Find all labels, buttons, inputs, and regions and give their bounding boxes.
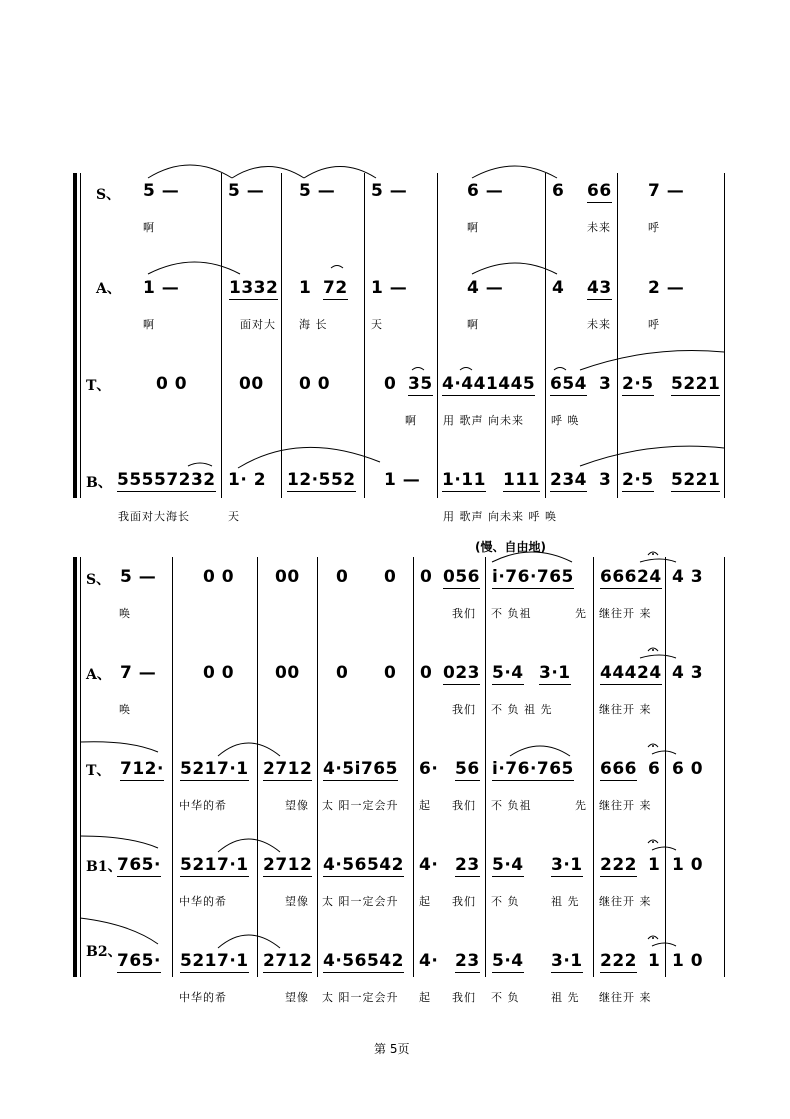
barline bbox=[485, 557, 486, 977]
note-group: 0 bbox=[384, 663, 397, 683]
note-group: 4 3 bbox=[672, 663, 704, 683]
note-group: 12·552 bbox=[287, 470, 356, 490]
part-label-soprano: S、 bbox=[86, 572, 111, 588]
fermata-dot bbox=[652, 841, 654, 843]
tie bbox=[640, 559, 676, 562]
note-group: 765· bbox=[117, 855, 161, 875]
fermata-dot bbox=[652, 937, 654, 939]
note-group: 55557232 bbox=[117, 470, 216, 490]
note-group: 3·1 bbox=[551, 951, 583, 971]
note-group: 6 — bbox=[467, 181, 504, 201]
note-group: 023 bbox=[443, 663, 480, 683]
lyric: 不 负祖 bbox=[491, 799, 532, 812]
lyric: 呼 bbox=[648, 318, 660, 331]
lyric: 祖 先 bbox=[551, 991, 580, 1004]
lyric: 中华的希 bbox=[179, 895, 227, 908]
lyric: 起 bbox=[419, 991, 431, 1004]
page-number: 第 5页 bbox=[374, 1042, 410, 1056]
note-group: 72 bbox=[323, 278, 348, 298]
lyric: 呼 唤 bbox=[551, 414, 580, 427]
tie bbox=[331, 266, 343, 269]
note-group: 2712 bbox=[263, 855, 313, 875]
slur bbox=[218, 935, 280, 948]
note-group: 3·1 bbox=[539, 663, 571, 683]
part-label-tenor: T、 bbox=[86, 378, 111, 394]
note-group: 43 bbox=[587, 278, 612, 298]
note-group: 5221 bbox=[671, 374, 721, 394]
slur bbox=[218, 743, 280, 756]
part-label-bass-1: B1、 bbox=[86, 859, 122, 875]
barline bbox=[364, 173, 365, 498]
slur bbox=[304, 167, 376, 179]
barline bbox=[724, 557, 725, 977]
note-group: 6 bbox=[552, 181, 565, 201]
note-group: 1 bbox=[299, 278, 312, 298]
note-group: 3 bbox=[599, 374, 612, 394]
note-group: 2·5 bbox=[622, 374, 654, 394]
lyric: 未来 bbox=[587, 221, 611, 234]
lyric: 起 bbox=[419, 799, 431, 812]
note-group: 0 0 bbox=[203, 567, 235, 587]
lyric: 继往开 来 bbox=[599, 799, 652, 812]
note-group: 0 0 bbox=[203, 663, 235, 683]
note-group: 66 bbox=[587, 181, 612, 201]
part-label-alto: A、 bbox=[96, 281, 121, 297]
lyric: 不 负 祖 先 bbox=[491, 703, 553, 716]
lyric: 未来 bbox=[587, 318, 611, 331]
note-group: 4·56542 bbox=[323, 855, 404, 875]
note-group: 666 bbox=[600, 759, 637, 779]
lyric: 我们 bbox=[452, 607, 476, 620]
note-group: 0 0 bbox=[299, 374, 331, 394]
note-group: 0 bbox=[336, 567, 349, 587]
fermata-dot bbox=[652, 553, 654, 555]
tie bbox=[652, 751, 676, 754]
lyric: 啊 bbox=[143, 221, 155, 234]
note-group: 23 bbox=[455, 951, 480, 971]
note-group: 1332 bbox=[229, 278, 279, 298]
barline bbox=[617, 173, 618, 498]
slur bbox=[232, 167, 304, 179]
note-group: 1 — bbox=[371, 278, 408, 298]
system-bracket-line bbox=[80, 173, 81, 498]
note-group: 5 — bbox=[120, 567, 157, 587]
note-group: 2·5 bbox=[622, 470, 654, 490]
note-group: 5217·1 bbox=[180, 759, 249, 779]
slur bbox=[218, 839, 280, 852]
note-group: i·76·765 bbox=[492, 567, 574, 587]
note-group: 1 — bbox=[384, 470, 421, 490]
lyric: 继往开 来 bbox=[599, 991, 652, 1004]
note-group: 1 bbox=[648, 951, 661, 971]
lyric: 不 负 bbox=[491, 895, 520, 908]
lyric: 不 负祖 bbox=[491, 607, 532, 620]
note-group: 2 — bbox=[648, 278, 685, 298]
note-group: 5 — bbox=[371, 181, 408, 201]
note-group: 5·4 bbox=[492, 855, 524, 875]
lyric: 先 bbox=[575, 607, 587, 620]
note-group: 056 bbox=[443, 567, 480, 587]
note-group: 1 0 bbox=[672, 951, 704, 971]
slur bbox=[80, 836, 158, 848]
barline bbox=[593, 557, 594, 977]
fermata-dot bbox=[652, 649, 654, 651]
note-group: 5221 bbox=[671, 470, 721, 490]
note-group: 00 bbox=[275, 567, 300, 587]
lyric: 海 长 bbox=[299, 318, 328, 331]
note-group: 2712 bbox=[263, 951, 313, 971]
lyric: 啊 bbox=[405, 414, 417, 427]
fermata bbox=[648, 648, 658, 651]
note-group: 4 bbox=[552, 278, 565, 298]
part-label-soprano: S、 bbox=[96, 187, 121, 203]
slur bbox=[148, 165, 232, 178]
lyric: 我们 bbox=[452, 895, 476, 908]
lyric: 我面对大海长 bbox=[118, 510, 190, 523]
note-group: 1 0 bbox=[672, 855, 704, 875]
part-label-alto: A、 bbox=[86, 667, 111, 683]
barline bbox=[724, 173, 725, 498]
slur bbox=[80, 742, 158, 752]
lyric: 用 歌声 向未来 bbox=[443, 414, 524, 427]
lyric: 啊 bbox=[467, 221, 479, 234]
note-group: 4 — bbox=[467, 278, 504, 298]
note-group: 5·4 bbox=[492, 951, 524, 971]
lyric: 啊 bbox=[143, 318, 155, 331]
part-label-bass-2: B2、 bbox=[86, 944, 122, 960]
note-group: 4·441445 bbox=[442, 374, 536, 394]
note-group: 765· bbox=[117, 951, 161, 971]
tie bbox=[652, 943, 676, 946]
barline bbox=[413, 557, 414, 977]
fermata bbox=[648, 552, 658, 555]
lyric: 望像 bbox=[285, 895, 309, 908]
barline bbox=[437, 173, 438, 498]
system-bracket bbox=[73, 173, 77, 498]
lyric: 面对大 bbox=[240, 318, 276, 331]
lyric: 继往开 来 bbox=[599, 895, 652, 908]
slur bbox=[148, 262, 240, 274]
note-group: 0 0 bbox=[156, 374, 188, 394]
lyric: 唤 bbox=[119, 607, 131, 620]
note-group: 1 bbox=[648, 855, 661, 875]
lyric: 太 阳一定会升 bbox=[322, 799, 399, 812]
tie bbox=[652, 847, 676, 850]
note-group: 0 bbox=[336, 663, 349, 683]
barline bbox=[221, 173, 222, 498]
system-bracket-line bbox=[80, 557, 81, 977]
note-group: 1·11 bbox=[442, 470, 486, 490]
lyric: 继往开 来 bbox=[599, 607, 652, 620]
barline bbox=[317, 557, 318, 977]
fermata bbox=[648, 840, 658, 843]
note-group: 5217·1 bbox=[180, 855, 249, 875]
note-group: 0 bbox=[384, 567, 397, 587]
note-group: 654 bbox=[550, 374, 587, 394]
note-group: 222 bbox=[600, 855, 637, 875]
note-group: 56 bbox=[455, 759, 480, 779]
note-group: 7 — bbox=[648, 181, 685, 201]
lyric: 继往开 来 bbox=[599, 703, 652, 716]
tie bbox=[188, 463, 212, 466]
lyric: 起 bbox=[419, 895, 431, 908]
slur bbox=[580, 350, 724, 370]
tie bbox=[460, 368, 472, 371]
lyric: 不 负 bbox=[491, 991, 520, 1004]
barline bbox=[257, 557, 258, 977]
fermata bbox=[648, 744, 658, 747]
note-group: 23 bbox=[455, 855, 480, 875]
note-group: 712· bbox=[120, 759, 164, 779]
note-group: 5217·1 bbox=[180, 951, 249, 971]
note-group: 5 — bbox=[143, 181, 180, 201]
note-group: 4· bbox=[419, 855, 439, 875]
note-group: 0 bbox=[384, 374, 397, 394]
note-group: 6 bbox=[648, 759, 661, 779]
slur bbox=[580, 446, 724, 466]
note-group: 4·5i765 bbox=[323, 759, 398, 779]
note-group: 66624 bbox=[600, 567, 662, 587]
part-label-bass: B、 bbox=[86, 475, 112, 491]
note-group: 222 bbox=[600, 951, 637, 971]
note-group: 5 — bbox=[299, 181, 336, 201]
note-group: 7 — bbox=[120, 663, 157, 683]
lyric: 我们 bbox=[452, 703, 476, 716]
note-group: 0 bbox=[420, 663, 433, 683]
note-group: 111 bbox=[503, 470, 540, 490]
note-group: 3 bbox=[599, 470, 612, 490]
lyric: 望像 bbox=[285, 799, 309, 812]
lyric: 祖 先 bbox=[551, 895, 580, 908]
system-bracket bbox=[73, 557, 77, 977]
note-group: 00 bbox=[275, 663, 300, 683]
note-group: 5 — bbox=[228, 181, 265, 201]
slur bbox=[238, 447, 380, 468]
lyric: 天 bbox=[371, 318, 383, 331]
fermata-dot bbox=[652, 745, 654, 747]
lyric: 中华的希 bbox=[179, 991, 227, 1004]
note-group: 4·56542 bbox=[323, 951, 404, 971]
note-group: 4· bbox=[419, 951, 439, 971]
fermata bbox=[648, 936, 658, 939]
note-group: 6· bbox=[419, 759, 439, 779]
lyric: 太 阳一定会升 bbox=[322, 895, 399, 908]
note-group: 1· 2 bbox=[228, 470, 267, 490]
note-group: 6 0 bbox=[672, 759, 704, 779]
note-group: 234 bbox=[550, 470, 587, 490]
note-group: i·76·765 bbox=[492, 759, 574, 779]
lyric: 望像 bbox=[285, 991, 309, 1004]
barline bbox=[172, 557, 173, 977]
note-group: 0 bbox=[420, 567, 433, 587]
note-group: 00 bbox=[239, 374, 264, 394]
lyric: 呼 bbox=[648, 221, 660, 234]
note-group: 5·4 bbox=[492, 663, 524, 683]
note-group: 1 — bbox=[143, 278, 180, 298]
barline bbox=[665, 557, 666, 977]
tie bbox=[554, 368, 566, 371]
slur bbox=[510, 746, 570, 756]
lyric: 天 bbox=[228, 510, 240, 523]
lyric: 太 阳一定会升 bbox=[322, 991, 399, 1004]
lyric: 先 bbox=[575, 799, 587, 812]
barline bbox=[281, 173, 282, 498]
lyric: 中华的希 bbox=[179, 799, 227, 812]
note-group: 44424 bbox=[600, 663, 662, 683]
note-group: 3·1 bbox=[551, 855, 583, 875]
tie bbox=[640, 655, 676, 658]
part-label-tenor: T、 bbox=[86, 763, 111, 779]
note-group: 35 bbox=[408, 374, 433, 394]
tempo-marking: (慢、自由地) bbox=[475, 540, 546, 554]
lyric: 啊 bbox=[467, 318, 479, 331]
lyric: 我们 bbox=[452, 799, 476, 812]
note-group: 2712 bbox=[263, 759, 313, 779]
note-group: 4 3 bbox=[672, 567, 704, 587]
lyric: 我们 bbox=[452, 991, 476, 1004]
lyric: 唤 bbox=[119, 703, 131, 716]
barline bbox=[545, 173, 546, 498]
lyric: 用 歌声 向未来 呼 唤 bbox=[443, 510, 557, 523]
tie bbox=[412, 368, 424, 371]
